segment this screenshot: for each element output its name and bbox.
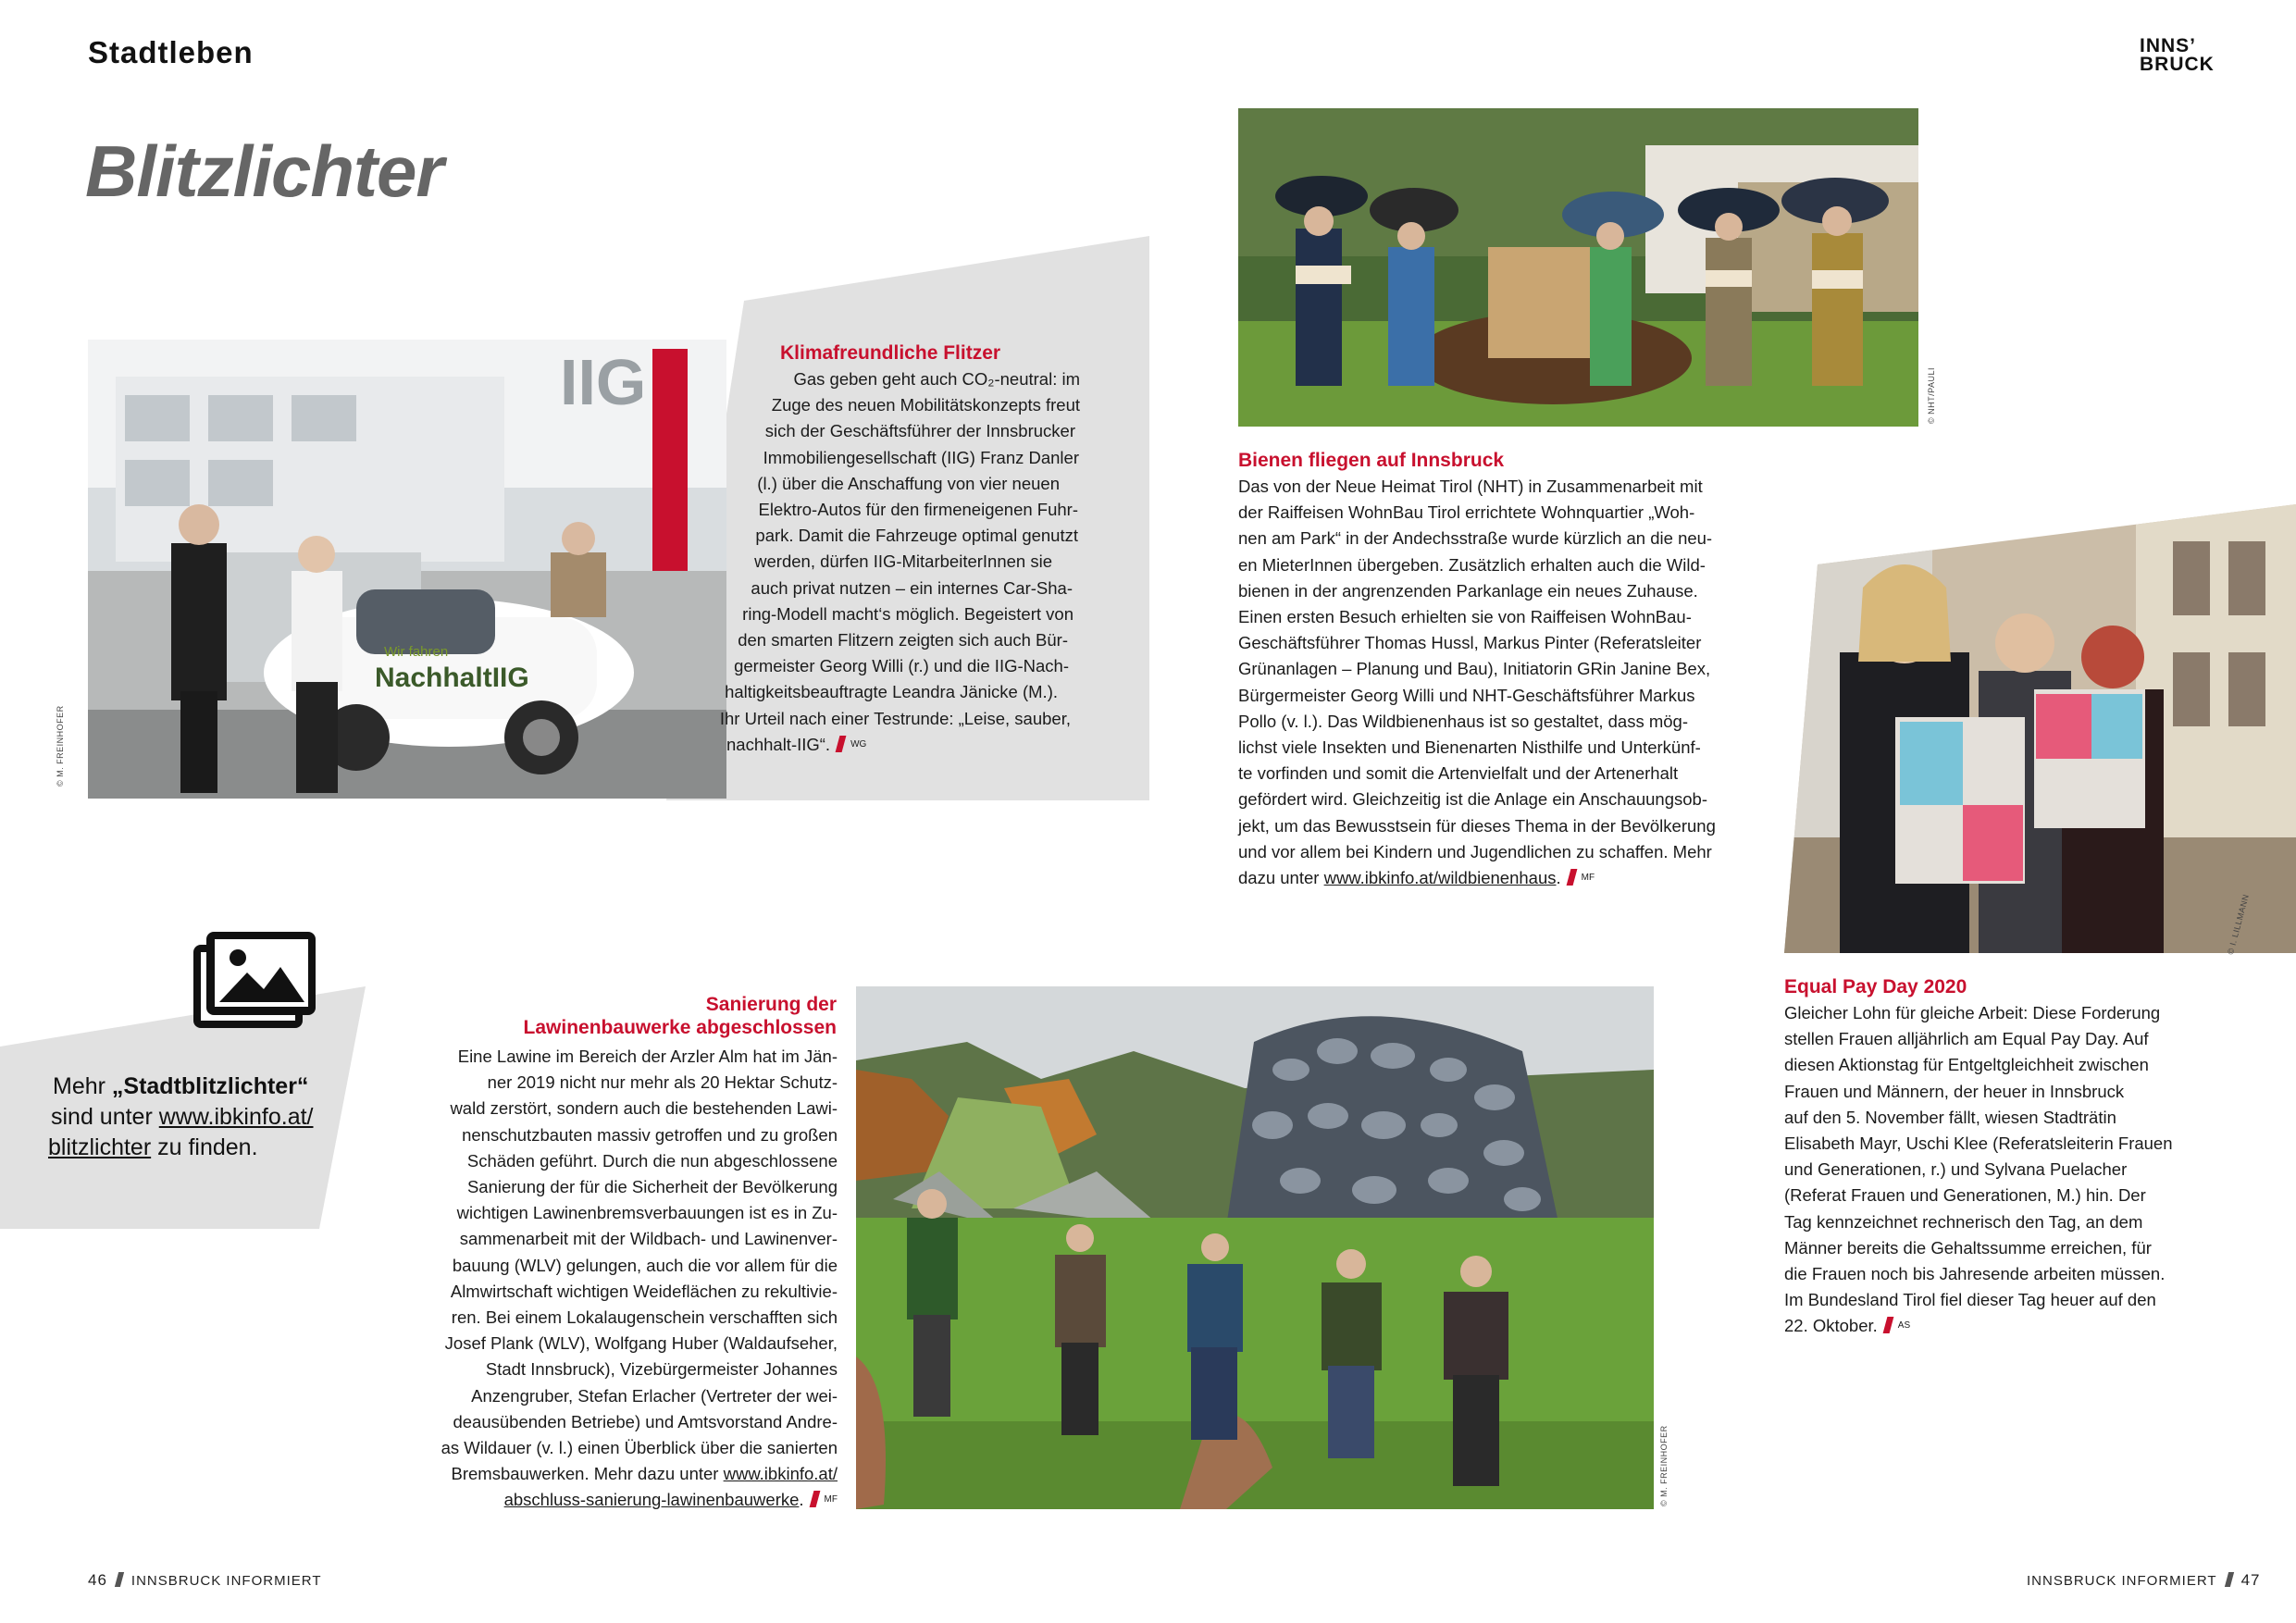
lawinen-link-part1[interactable]: www.ibkinfo.at/	[723, 1464, 838, 1484]
svg-text:NachhaltIIG: NachhaltIIG	[375, 663, 529, 693]
innsbruck-logo: INNS’ BRUCK	[2140, 35, 2215, 75]
page-number-right: 47	[2240, 1571, 2261, 1589]
end-mark	[1882, 1317, 1893, 1333]
photo-equal-pay-day	[1784, 504, 2296, 956]
page-number-left: 46	[88, 1571, 107, 1589]
page-title: Blitzlichter	[85, 130, 443, 212]
end-mark	[1566, 869, 1577, 886]
klima-title: Klimafreundliche Flitzer	[780, 342, 1001, 364]
end-mark	[836, 736, 847, 752]
section-label: Stadtleben	[88, 35, 254, 69]
svg-text:IIG: IIG	[560, 346, 647, 418]
bienen-body: Das von der Neue Heimat Tirol (NHT) in Zusammenarbeit mit der Raiffeisen WohnBau Tirol errichtete Wohnquartier „Woh- nen am Park“ in der Andechsstraße wurde kürzlich an die neu- en MieterInnen übergeben. Zusätzlich erhalten auch die Wild- bienen in der angrenzenden Parkanlage ein neues Zuhause. Einen ersten Besuch erhielten sie von Raiffeisen WohnBau- Geschäftsführer Thomas Hussl, Markus Pinter (Referatsleiter Grünanlagen – Planung und Bau), Initiatorin GRin Janine Bex, Bürgermeister Georg Willi und NHT-Geschäftsführer Markus Pollo (v. l.). Das Wildbienenhaus ist so gestaltet, dass mög- lichst viele Insekten und Bienenarten Nisthilfe und Unterkünf- te vorfinden und somit die Artenvielfalt und der Artenerhalt gefördert wird. Gleichzeitig ist die Anlage ein Anschauungsob- jekt, um das Bewusstsein für dieses Thema in der Bevölkerung und vor allem bei Kindern und Jugendlichen zu schaffen. Mehr dazu unter www.ibkinfo.at/wildbienenhaus. $^{MF}$	[1238, 477, 1716, 888]
svg-text:Wir fahren: Wir fahren	[384, 644, 449, 660]
photo-credit-lawinen: © M. FREINHOFER	[1659, 1425, 1669, 1506]
photo-credit-iig: © M. FREINHOFER	[56, 705, 65, 787]
end-mark	[809, 1491, 820, 1507]
footer-left: 46 INNSBRUCK INFORMIERT	[88, 1571, 322, 1589]
lawinen-title: Sanierung der Lawinenbauwerke abgeschlossen	[523, 994, 837, 1038]
photo-iig-electric-car	[88, 340, 726, 799]
mehr-stadtblitzlichter: Mehr „Stadtblitzlichter“ sind unter www.ibkinfo.at/ blitzlichter zu finden.	[48, 1073, 314, 1160]
photo-wildbienenhaus	[1238, 108, 1918, 427]
photo-credit-equal: © I. LILLMANN	[2226, 893, 2252, 956]
wildbienenhaus-link[interactable]: www.ibkinfo.at/wildbienenhaus	[1323, 868, 1557, 888]
equal-body: Gleicher Lohn für gleiche Arbeit: Diese Forderung stellen Frauen alljährlich am Equal Pay Day. Auf diesen Aktionstag für Entgeltgleichheit zwischen Frauen und Männern, der heuer in Innsbruck auf den 5. November fällt, wiesen Stadträtin Elisabeth Mayr, Uschi Klee (Referatsleiterin Frauen und Generationen, r.) und Sylvana Puelacher (Referat Frauen und Generationen, M.) hin. Der Tag kennzeichnet rechnerisch den Tag, an dem Männer bereits die Gehaltssumme erreichen, für die Frauen noch bis Jahresende arbeiten müssen. Im Bundesland Tirol fiel dieser Tag heuer auf den 22. Oktober. $^{AS}$	[1784, 1003, 2173, 1336]
lawinen-link-part2[interactable]: abschluss-sanierung-lawinenbauwerke	[503, 1490, 800, 1510]
bienen-title: Bienen fliegen auf Innsbruck	[1238, 450, 1505, 471]
gallery-icon	[190, 930, 319, 1032]
klima-body: Gas geben geht auch CO₂-neutral: im Zuge des neuen Mobilitätskonzepts freut sich der Geschäftsführer der Innsbrucker Immobiliengesellschaft (IIG) Franz Danler (l.) über die Anschaffung von vier neuen Elektro-Autos für den firmeneigenen Fuhr- park. Damit die Fahrzeuge optimal genutzt werden, dürfen IIG-MitarbeiterInnen sie auch privat nutzen – ein internes Car-Sha- ring-Modell macht‘s möglich. Begeistert von den smarten Flitzern zeigten sich auch Bür- germeister Georg Willi (r.) und die IIG-Nach- haltigkeitsbeauftragte Leandra Jänicke (M.). Ihr Urteil nach einer Testrunde: „Leise, sauber, nachhalt-IIG“. $^{WG}$	[719, 369, 1080, 754]
lawinen-body: Eine Lawine im Bereich der Arzler Alm hat im Jän- ner 2019 nicht nur mehr als 20 Hektar Schutz- wald zerstört, sondern auch die bestehenden Lawi- nenschutzbauten massiv getroffen und zu großen Schäden geführt. Durch die nun abgeschlossene Sanierung der für die Sicherheit der Bevölkerung wichtigen Lawinenbremsverbauungen ist es in Zu- sammenarbeit mit der Wildbach- und Lawinenver- bauung (WLV) gelungen, auch die vor allem für die Almwirtschaft wichtigen Weideflächen zu rekultivie- ren. Bei einem Lokalaugenschein verschafften sich Josef Plank (WLV), Wolfgang Huber (Waldaufseher, Stadt Innsbruck), Vizebürgermeister Johannes Anzengruber, Stefan Erlacher (Vertreter der wei- deausübenden Betriebe) und Amtsvorstand Andre- as Wildauer (v. l.) einen Überblick über die sanierten Bremsbauwerken. Mehr dazu unter www.ibkinfo.at/ abschluss-sanierung-lawinenbauwerke. $^{MF}$	[441, 1047, 838, 1510]
equal-title: Equal Pay Day 2020	[1784, 976, 1967, 997]
blitzlichter-link-part1[interactable]: www.ibkinfo.at/	[158, 1104, 314, 1130]
footer-right: INNSBRUCK INFORMIERT 47	[2027, 1571, 2261, 1589]
photo-lawinenbauwerke	[856, 986, 1654, 1509]
blitzlichter-link-part2[interactable]: blitzlichter	[48, 1134, 152, 1160]
photo-credit-nht: © NHT/PAULI	[1927, 367, 1936, 424]
